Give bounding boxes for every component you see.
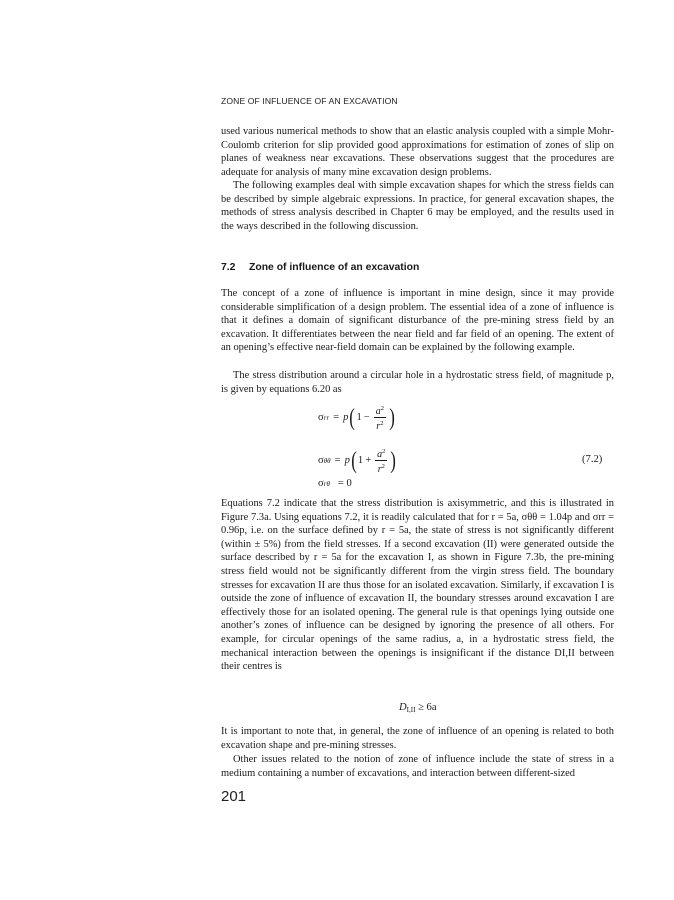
inequality-d: D [399, 702, 407, 713]
eq2-lparen: ( [351, 447, 357, 474]
section-heading [221, 262, 419, 273]
eq1-sub: rr [323, 413, 330, 422]
inequality-sub: I,II [406, 706, 416, 714]
eq2-one: 1 [357, 455, 364, 466]
paragraph-3: The concept of a zone of influence is important in mine design, since it may provide considerable simplification of a design problem. The essential idea of a zone of influence is that it defines a domain of significant disturbance of the pre-mining stress field by an excavation. It differentiates between the near field and far field of an opening. The extent of an opening’s effective near-field domain can be explained by the following example. [221, 288, 614, 354]
eq3-sub: rθ [323, 479, 330, 488]
page-number: 201 [221, 788, 247, 805]
equation-number: (7.2) [582, 454, 603, 465]
eq3-rhs: = 0 [337, 478, 352, 489]
eq3-sigma: σ [318, 478, 324, 489]
eq1-den-pow: 2 [380, 420, 384, 427]
eq1-sigma: σ [318, 412, 324, 423]
paragraph-7: Other issues related to the notion of zone of influence include the state of stress in a medium containing a number of excavations, and interaction between different-sized [221, 754, 614, 779]
eq1-minus: − [363, 412, 370, 423]
equation-sigma-thetatheta [318, 446, 397, 475]
eq2-den: r [377, 464, 382, 475]
paragraph-1: used various numerical methods to show that an elastic analysis coupled with a simple Mohr-Coulomb criterion for slip provided good approximations for estimation of zones of slip on planes of weakness near excavations. These observations suggest that the procedures are adequate for analysis of many mine excavation design problems. [221, 126, 614, 178]
eq2-sub: θθ [323, 456, 331, 465]
eq1-num: a [375, 406, 381, 417]
paragraph-4: The stress distribution around a circular hole in a hydrostatic stress field, of magnitude p, is given by equations 6.20 as [221, 370, 614, 395]
eq1-equals: = [333, 412, 340, 423]
section-title: Zone of influence of an excavation [249, 262, 420, 273]
eq1-num-pow: 2 [380, 405, 384, 412]
eq1-rparen: ) [389, 404, 395, 431]
eq2-equals: = [334, 455, 341, 466]
paragraph-6: It is important to note that, in general, the zone of influence of an opening is related to both excavation shape and pre-mining stresses. [221, 726, 614, 751]
section-number: 7.2 [221, 262, 236, 273]
eq1-lparen: ( [349, 404, 356, 431]
eq1-p: p [343, 412, 349, 423]
running-head: ZONE OF INFLUENCE OF AN EXCAVATION [221, 96, 398, 106]
eq1-den: r [376, 421, 381, 432]
equation-sigma-rtheta [318, 478, 352, 489]
eq2-den-pow: 2 [381, 463, 385, 470]
distance-inequality [399, 702, 437, 714]
eq2-fraction [375, 446, 387, 475]
paragraph-2: The following examples deal with simple excavation shapes for which the stress fields can be described by simple algebraic expressions. In practice, for general excavation shapes, the methods of stress analysis described in Chapter 6 may be employed, and the results used in the ways described in the following discussion. [221, 180, 614, 232]
inequality-rhs: ≥ 6a [418, 702, 437, 713]
eq1-fraction [374, 403, 386, 432]
eq2-num-pow: 2 [382, 448, 386, 455]
eq2-num: a [377, 449, 383, 460]
equation-sigma-rr [318, 403, 396, 432]
eq2-p: p [344, 455, 350, 466]
eq2-plus: + [365, 455, 372, 466]
eq2-sigma: σ [318, 455, 324, 466]
eq2-rparen: ) [390, 447, 397, 474]
eq1-one: 1 [356, 412, 362, 423]
paragraph-5: Equations 7.2 indicate that the stress distribution is axisymmetric, and this is illustrated in Figure 7.3a. Using equations 7.2, it is readily calculated that for r = 5a, σθθ = 1.04p and σrr = 0.96p, i.e. on the surface defined by r = 5a, the state of stress is not significantly different (within ± 5%) from the field stresses. If a second excavation (II) were generated outside the surface described by r = 5a for the excavation I, as shown in Figure 7.3b, the pre-mining stress field would not be significantly different from the virgin stress field. The boundary stresses for excavation II are thus those for an isolated excavation. Similarly, if excavation I is outside the zone of influence of excavation II, the boundary stresses around excavation I are effectively those for an isolated opening. The general rule is that openings lying outside one another’s zones of influence can be designed by ignoring the presence of all others. For example, for circular openings of the same radius, a, in a hydrostatic stress field, the mechanical interaction between the openings is insignificant if the distance DI,II between their centres is [221, 498, 614, 673]
